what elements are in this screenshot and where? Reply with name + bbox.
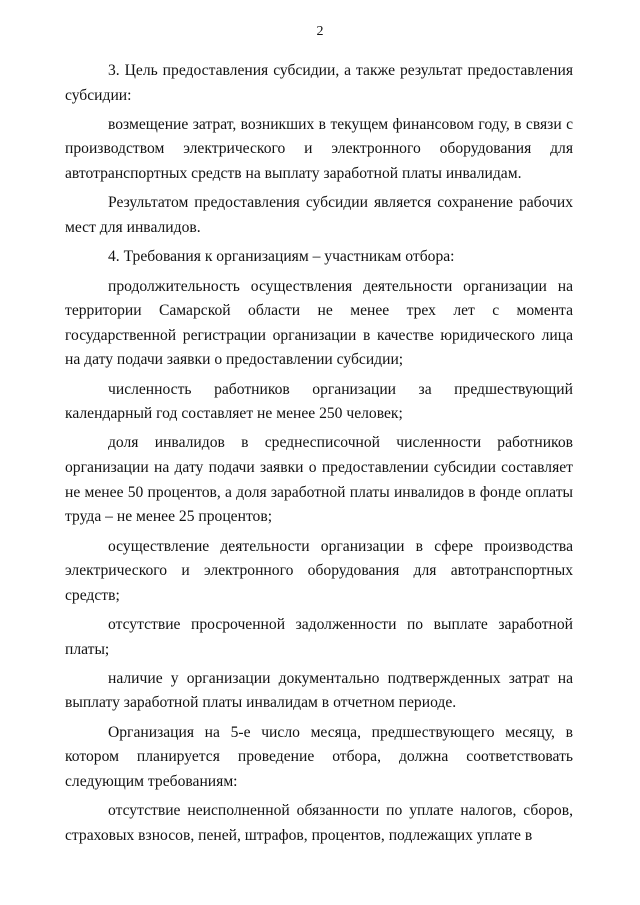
paragraph-cost-compensation: возмещение затрат, возникших в текущем финансовом году, в связи с производством электрического и электронного оборудования для автотранспортных средств на выплату заработной платы инвалидам.	[65, 115, 573, 183]
paragraph-confirmed-costs: наличие у организации документально подтвержденных затрат на выплату заработной платы инвалидам в отчетном периоде.	[65, 669, 573, 712]
paragraph-requirements-heading: 4. Требования к организациям – участникам отбора:	[108, 248, 455, 266]
paragraph-organization-requirements: Организация на 5-е число месяца, предшествующего месяцу, в котором планируется проведение отбора, должна соответствовать следующим требованиям:	[65, 723, 573, 790]
paragraph-disabled-share: доля инвалидов в среднесписочной численности работников организации на дату подачи заявки о предоставлении субсидии составляет не менее 50 процентов, а доля заработной платы инвалидов в фонде оплаты труда – не менее 25 процентов;	[65, 434, 573, 526]
paragraph-subsidy-result: Результатом предоставления субсидии является сохранение рабочих мест для инвалидов.	[65, 194, 573, 236]
paragraph-no-wage-arrears: отсутствие просроченной задолженности по выплате заработной платы;	[65, 615, 573, 658]
paragraph-activity-sphere: осуществление деятельности организации в сфере производства электрического и электронного оборудования для автотранспортных средств;	[65, 537, 573, 604]
document-body	[65, 59, 573, 853]
paragraph-employee-count: численность работников организации за предшествующий календарный год составляет не менее 250 человек;	[65, 380, 573, 423]
paragraph-activity-duration: продолжительность осуществления деятельности организации на территории Самарской области не менее трех лет с момента государственной регистрации организации в качестве юридического лица на дату подачи заявки о предоставлении субсидии;	[65, 277, 573, 369]
paragraph-no-tax-obligations: отсутствие неисполненной обязанности по уплате налогов, сборов, страховых взносов, пеней, штрафов, процентов, подлежащих уплате в	[65, 802, 573, 844]
paragraph-subsidy-purpose-heading: 3. Цель предоставления субсидии, а также результат предоставления субсидии:	[65, 62, 573, 104]
page-number: 2	[316, 24, 324, 39]
